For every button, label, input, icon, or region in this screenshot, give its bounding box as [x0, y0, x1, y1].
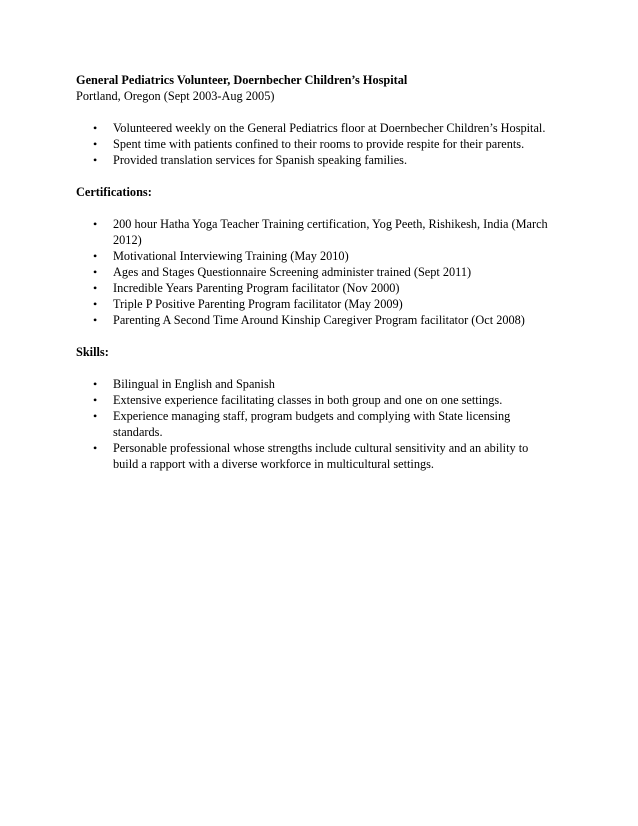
- list-item-text: Triple P Positive Parenting Program facilitator (May 2009): [113, 297, 403, 311]
- skills-heading: Skills:: [76, 345, 109, 359]
- list-item: [76, 248, 556, 264]
- list-item: [76, 120, 556, 136]
- list-item-text: Spent time with patients confined to their rooms to provide respite for their parents.: [113, 137, 525, 151]
- list-item: [76, 312, 556, 328]
- resume-page: [76, 72, 556, 472]
- bullet-icon: •: [93, 265, 98, 279]
- bullet-icon: •: [93, 409, 98, 423]
- list-item-text: Extensive experience facilitating classes in both group and one on one settings.: [113, 393, 503, 407]
- list-item-text: Bilingual in English and Spanish: [113, 377, 275, 391]
- list-item-text: Incredible Years Parenting Program facilitator (Nov 2000): [113, 281, 400, 295]
- list-item: [76, 280, 556, 296]
- list-item: [76, 216, 556, 248]
- list-item-text: Parenting A Second Time Around Kinship Caregiver Program facilitator (Oct 2008): [113, 313, 525, 327]
- list-item-text: Volunteered weekly on the General Pediatrics floor at Doernbecher Children’s Hospital.: [113, 121, 546, 135]
- bullet-icon: •: [93, 121, 98, 135]
- list-item-text: Provided translation services for Spanish speaking families.: [113, 153, 408, 167]
- bullet-icon: •: [93, 153, 98, 167]
- list-item-text: Experience managing staff, program budgets and complying with State licensing standards.: [113, 409, 511, 439]
- list-item: [76, 136, 556, 152]
- job-location-dates: Portland, Oregon (Sept 2003-Aug 2005): [76, 89, 275, 103]
- list-item: [76, 376, 556, 392]
- certifications-list: [76, 216, 556, 328]
- bullet-icon: •: [93, 313, 98, 327]
- list-item-text: Personable professional whose strengths include cultural sensitivity and an ability to build a rapport with a diverse workforce in multicultural settings.: [113, 441, 529, 471]
- bullet-icon: •: [93, 377, 98, 391]
- bullet-icon: •: [93, 393, 98, 407]
- list-item: [76, 392, 556, 408]
- list-item: [76, 408, 556, 440]
- bullet-icon: •: [93, 297, 98, 311]
- bullet-icon: •: [93, 249, 98, 263]
- job-title: General Pediatrics Volunteer, Doernbecher Children’s Hospital: [76, 73, 408, 87]
- list-item-text: Motivational Interviewing Training (May 2010): [113, 249, 349, 263]
- certifications-heading: Certifications:: [76, 185, 152, 199]
- list-item: [76, 440, 556, 472]
- skills-list: [76, 376, 556, 472]
- list-item: [76, 152, 556, 168]
- bullet-icon: •: [93, 281, 98, 295]
- list-item: [76, 264, 556, 280]
- list-item-text: 200 hour Hatha Yoga Teacher Training certification, Yog Peeth, Rishikesh, India (March 2012): [113, 217, 548, 247]
- bullet-icon: •: [93, 441, 98, 455]
- experience-bullet-list: [76, 120, 556, 168]
- bullet-icon: •: [93, 217, 98, 231]
- list-item: [76, 296, 556, 312]
- list-item-text: Ages and Stages Questionnaire Screening administer trained (Sept 2011): [113, 265, 472, 279]
- bullet-icon: •: [93, 137, 98, 151]
